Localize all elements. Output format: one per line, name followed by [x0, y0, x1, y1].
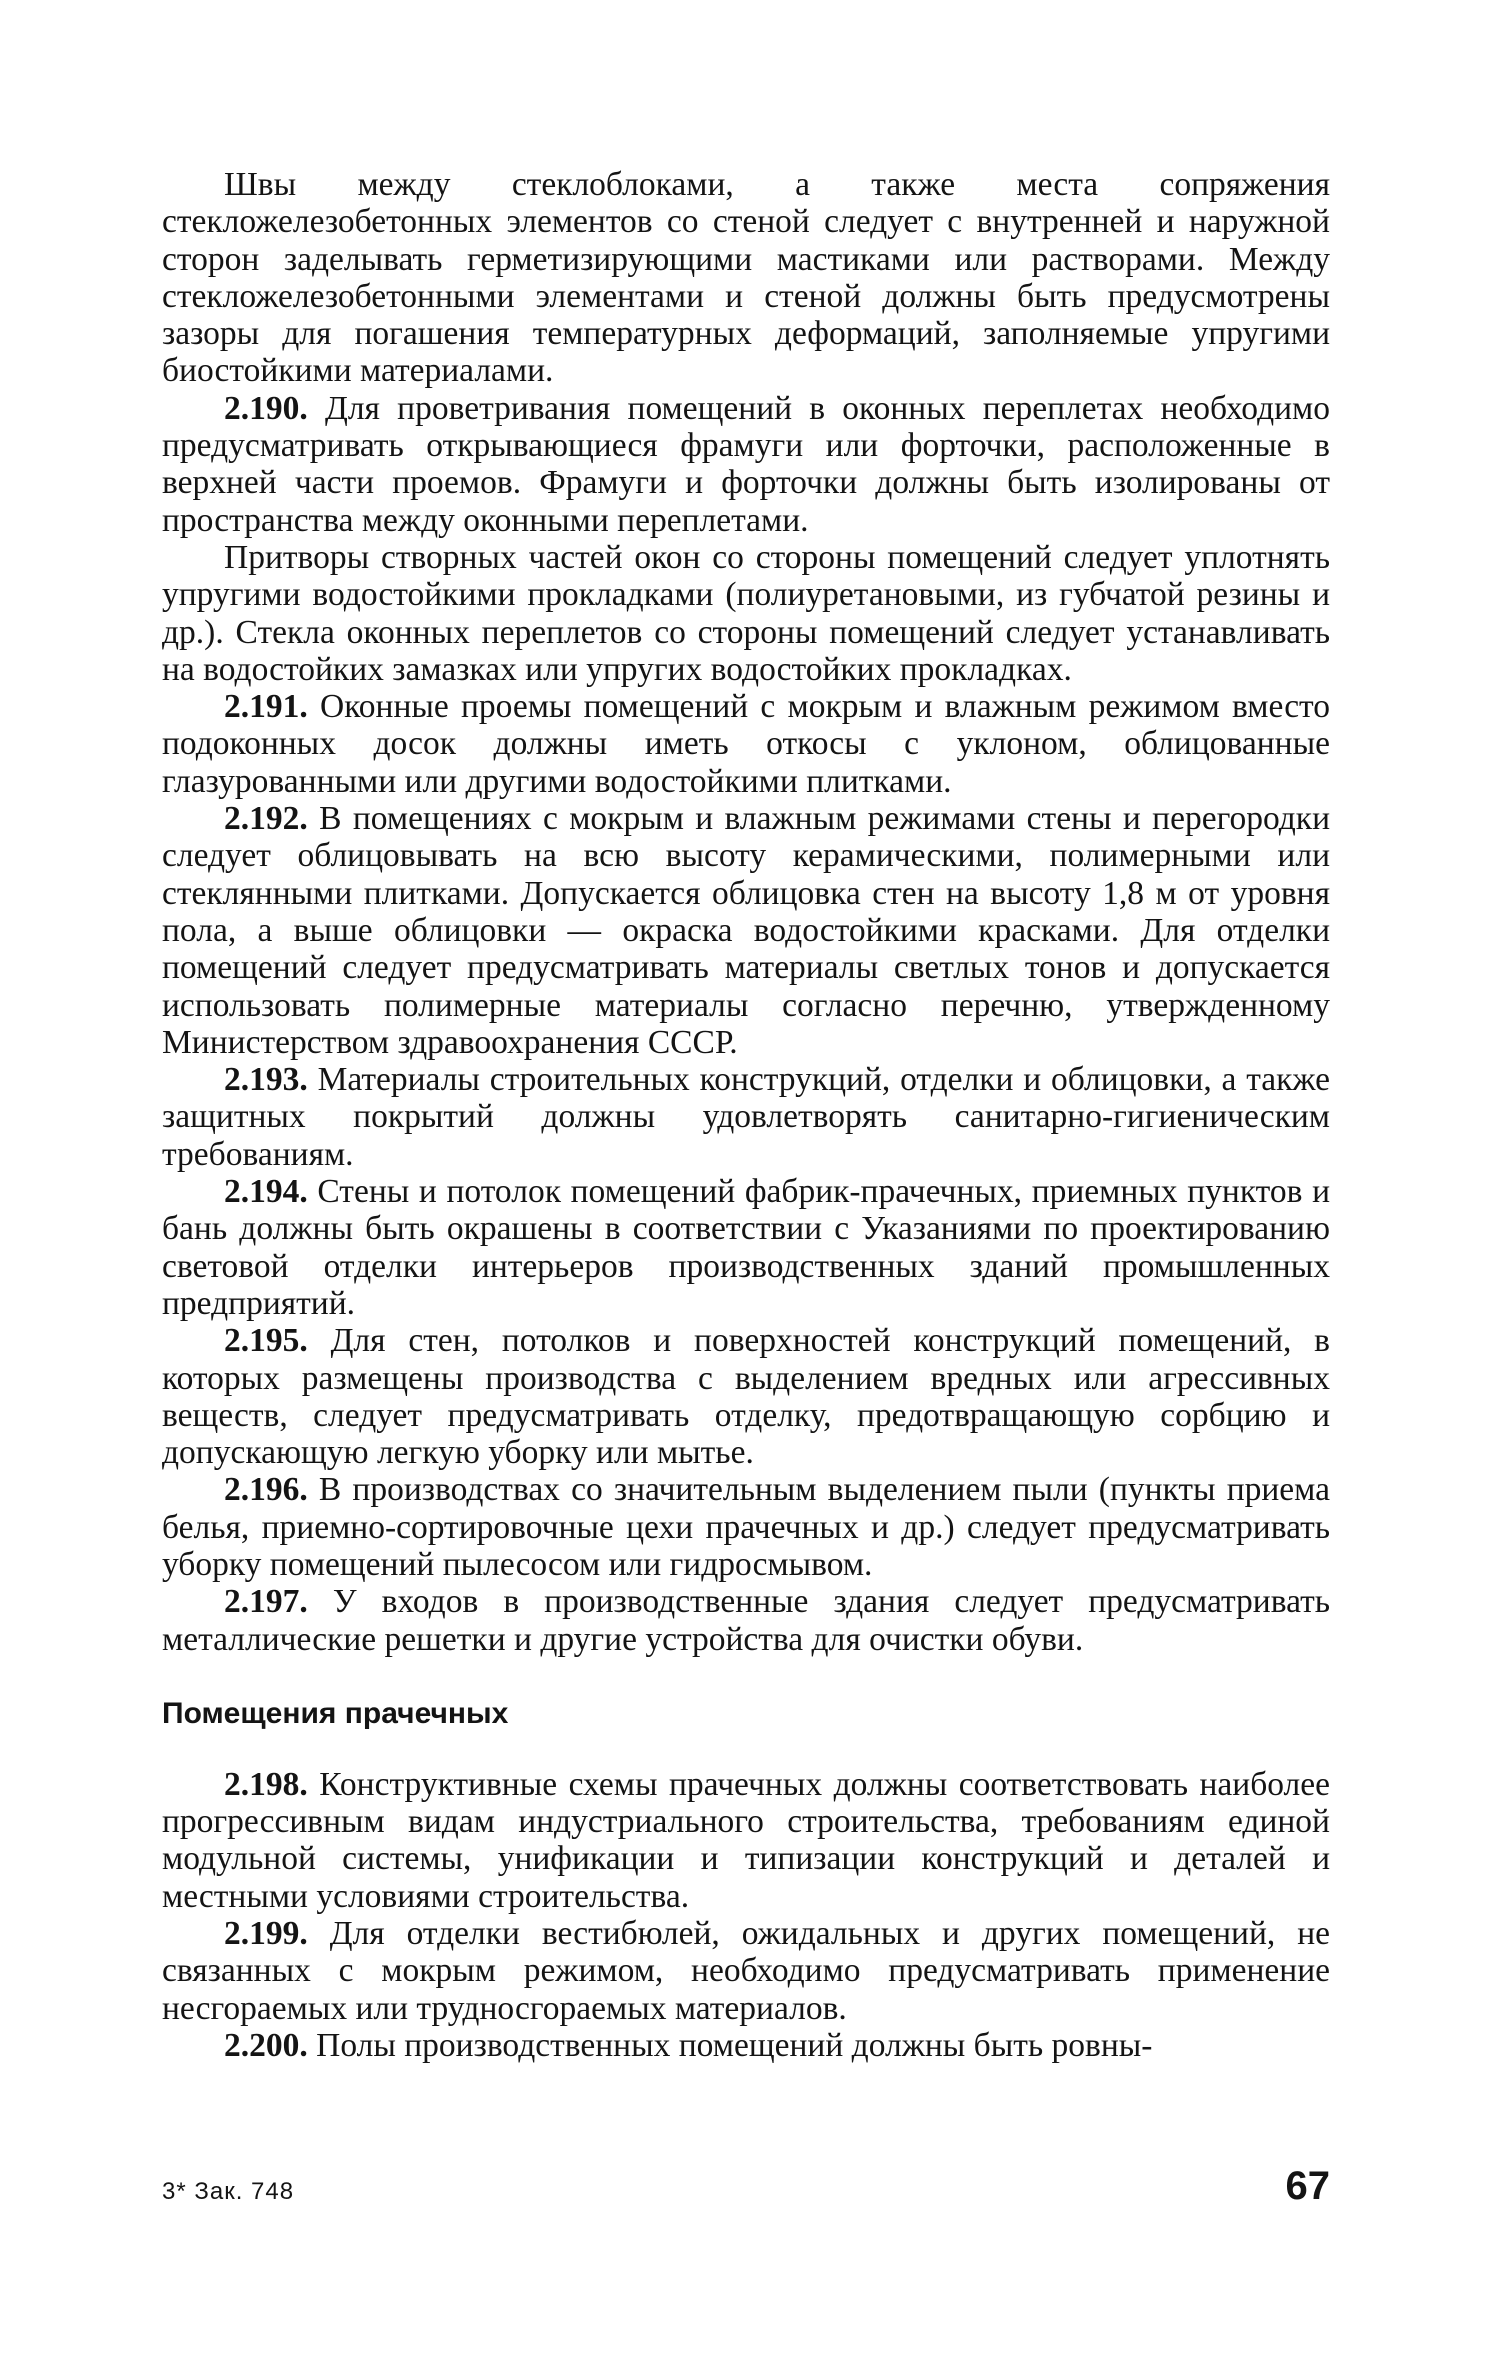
paragraph-2-195: [162, 1322, 1330, 1471]
paragraph-text: В производствах со значительным выделением пыли (пункты приема белья, приемно-сортировочные цехи прачечных и др.) следует предусматривать уборку помещений пылесосом или гидросмывом.: [162, 1471, 1331, 1583]
clause-number: 2.195.: [224, 1322, 308, 1360]
paragraph-2-194: [162, 1173, 1330, 1322]
paragraph-2-199: [162, 1915, 1330, 2027]
paragraph-text: В помещениях с мокрым и влажным режимами стены и перегородки следует облицовывать на всю высоту керамическими, полимерными или стеклянными плитками. Допускается облицовка стен на высоту 1,8 м от уровня пола, а выше облицовки — окраска водостойкими красками. Для отделки помещений следует предусматривать материалы светлых тонов и допускается использовать полимерные материалы согласно перечню, утвержденному Министерством здравоохранения СССР.: [162, 800, 1331, 1061]
paragraph-text: Конструктивные схемы прачечных должны соответствовать наиболее прогрессивным видам индустриального строительства, требованиям единой модульной системы, унификации и типизации конструкций и деталей и местными условиями строительства.: [162, 1765, 1331, 1915]
paragraph-text: Стены и потолок помещений фабрик-прачечных, приемных пунктов и бань должны быть окрашены в соответствии с Указаниями по проектированию световой отделки интерьеров производственных зданий промышленных предприятий.: [162, 1173, 1330, 1322]
paragraph-text: Для отделки вестибюлей, ожидальных и других помещений, не связанных с мокрым режимом, необходимо предусматривать применение несгораемых или трудносгораемых материалов.: [162, 1915, 1330, 2027]
section-heading: Помещения прачечных: [162, 1696, 509, 1730]
clause-number: 2.192.: [224, 800, 308, 838]
clause-number: 2.190.: [224, 389, 308, 427]
paragraph-2-200: [162, 2027, 1330, 2064]
paragraph-2-198: [162, 1766, 1330, 1915]
page-body: [162, 166, 1330, 2064]
paragraph-text: Для стен, потолков и поверхностей конструкций помещений, в которых размещены производства с выделением вредных или агрессивных веществ, следует предусматривать отделку, предотвращающую сорбцию и допускающую легкую уборку или мытье.: [162, 1322, 1331, 1472]
clause-number: 2.193.: [224, 1061, 308, 1099]
paragraph-text: У входов в производственные здания следует предусматривать металлические решетки и другие устройства для очистки обуви.: [162, 1583, 1331, 1658]
page-number: 67: [1285, 2164, 1330, 2208]
paragraph-text: Оконные проемы помещений с мокрым и влажным режимом вместо подоконных досок должны иметь откосы с уклоном, облицованные глазурованными или другими водостойкими плитками.: [162, 688, 1331, 800]
clause-number: 2.197.: [224, 1583, 308, 1621]
paragraph-text: Полы производственных помещений должны быть ровны-: [316, 2026, 1153, 2064]
paragraph-text: Материалы строительных конструкций, отделки и облицовки, а также защитных покрытий должны удовлетворять санитарно-гигиеническим требованиям.: [162, 1061, 1330, 1173]
printer-signature: 3* Зак. 748: [162, 2178, 295, 2205]
paragraph: [162, 539, 1330, 688]
paragraph-2-190: [162, 390, 1330, 539]
clause-number: 2.191.: [224, 688, 308, 726]
paragraph: [162, 166, 1330, 390]
paragraphs-top: [162, 166, 1330, 1658]
paragraph-2-193: [162, 1061, 1330, 1173]
paragraph-2-191: [162, 688, 1330, 800]
paragraph-text: Швы между стеклоблоками, а также места сопряжения стекложелезобетонных элементов со стеной следует с внутренней и наружной сторон заделывать герметизирующими мастиками или растворами. Между стекложелезобетонными элементами и стеной должны быть предусмотрены зазоры для погашения температурных деформаций, заполняемые упругими биостойкими материалами.: [162, 166, 1330, 390]
clause-number: 2.196.: [224, 1471, 308, 1509]
clause-number: 2.200.: [224, 2026, 308, 2064]
paragraph-2-196: [162, 1471, 1330, 1583]
paragraphs-bottom: [162, 1766, 1330, 2064]
clause-number: 2.194.: [224, 1173, 308, 1211]
page-footer: [162, 2164, 1330, 2214]
paragraph-2-192: [162, 800, 1330, 1061]
paragraph-2-197: [162, 1583, 1330, 1658]
paragraph-text: Для проветривания помещений в оконных переплетах необходимо предусматривать открывающиеся фрамуги или форточки, расположенные в верхней части проемов. Фрамуги и форточки должны быть изолированы от пространства между оконными переплетами.: [162, 389, 1330, 539]
clause-number: 2.199.: [224, 1915, 308, 1953]
paragraph-text: Притворы створных частей окон со стороны помещений следует уплотнять упругими водостойкими прокладками (полиуретановыми, из губчатой резины и др.). Стекла оконных переплетов со стороны помещений следует устанавливать на водостойких замазках или упругих водостойких прокладках.: [162, 538, 1330, 688]
clause-number: 2.198.: [224, 1765, 308, 1803]
